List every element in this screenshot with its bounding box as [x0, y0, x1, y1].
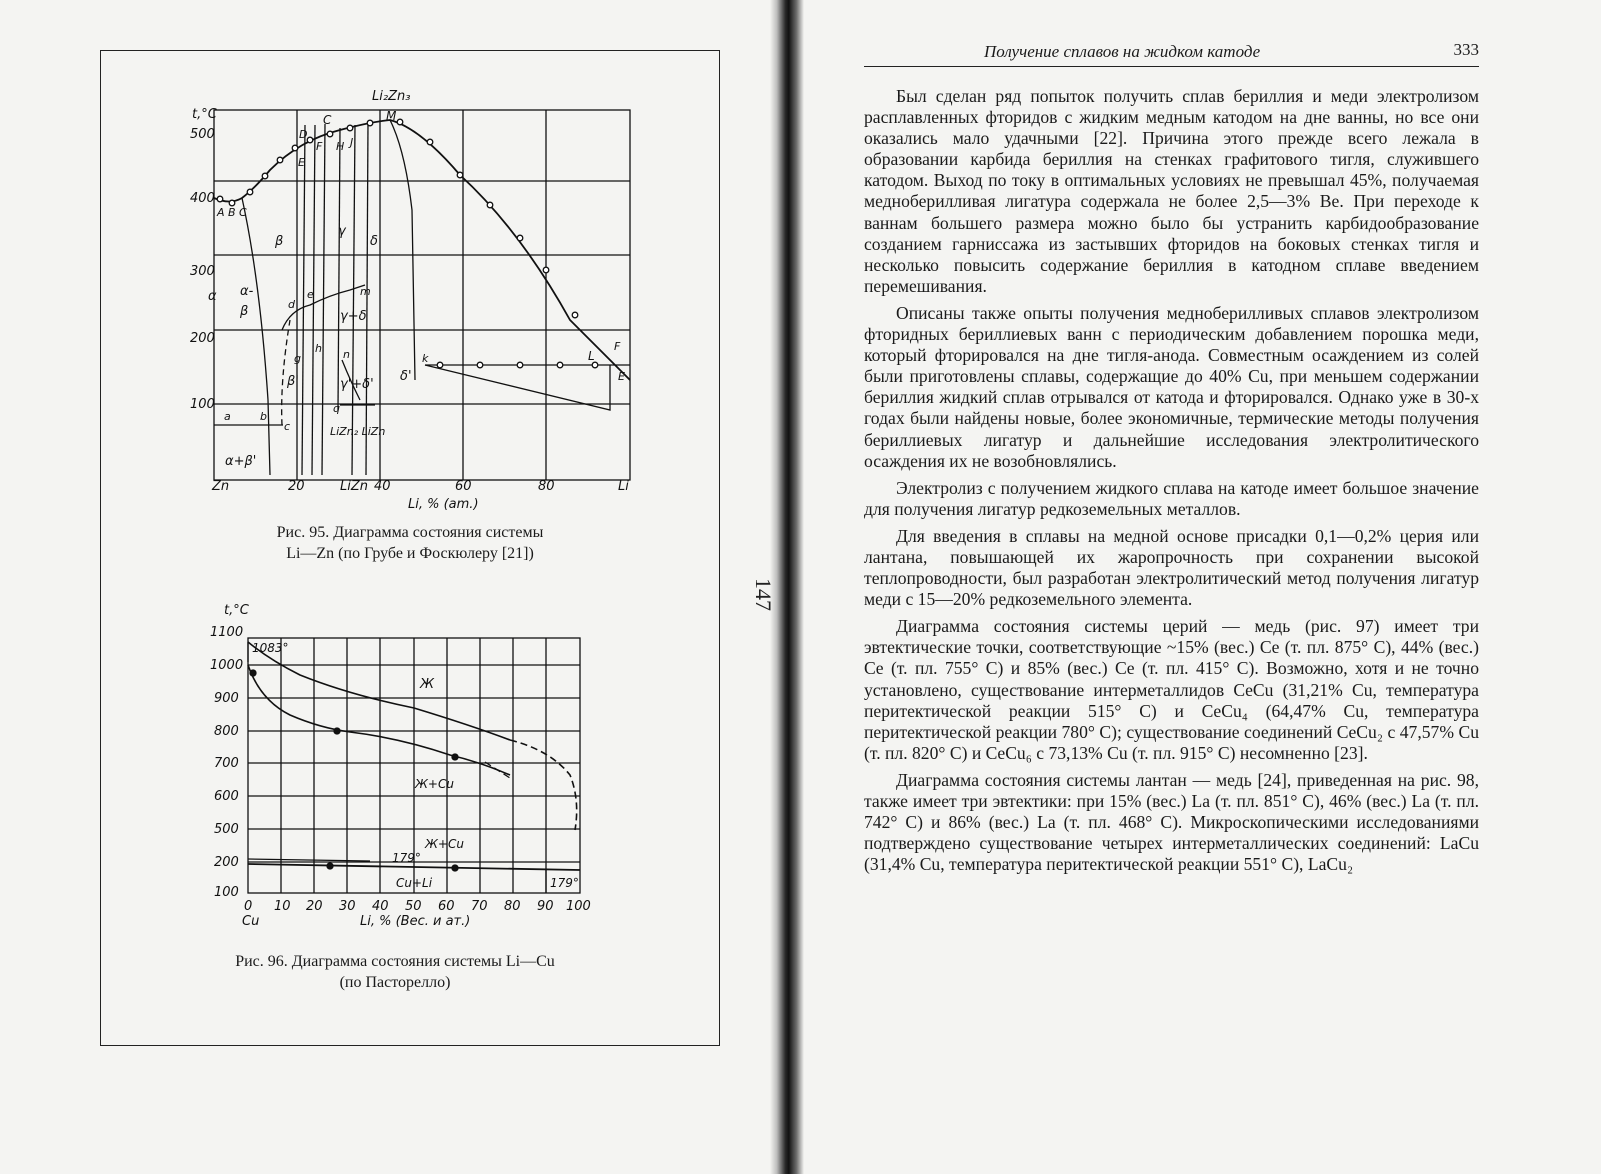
fig95-region-beta: β: [275, 234, 284, 249]
paragraph: Электролиз с получением жидкого сплава на катоде имеет большое значение для получения лигатур редкоземельных металлов.: [864, 477, 1479, 519]
figure-96-caption: [200, 951, 590, 993]
paragraph: Для введения в сплавы на медной основе присадки 0,1—0,2% церия или лантана, повышающей их жаропрочность при сохранении высокой теплопроводности, был разработан электролитический метод получения лигатур меди с 15—20% редкоземельного элемента.: [864, 525, 1479, 610]
fig96-y-tick-1000: 1000: [210, 658, 244, 673]
fig96-x-tick-30: 30: [339, 899, 356, 914]
fig96-x-tick-60: 60: [438, 899, 455, 914]
fig96-y-unit: t,°C: [224, 603, 249, 618]
fig95-region-lizn: LiZn₂ LiZn: [330, 425, 386, 438]
fig96-x-tick-100: 100: [566, 899, 591, 914]
fig95-lc-h: h: [315, 342, 322, 355]
fig96-x-start-label: Cu: [242, 914, 260, 929]
fig96-x-tick-20: 20: [306, 899, 323, 914]
fig95-pt-E: E: [298, 156, 305, 169]
paragraph: Описаны также опыты получения медноберилливых сплавов электролизом фторидных бериллиевых ванн с периодическим добавлением порошка меди, который фторировался на дне тигля-анода. Совместным осаждением из солей были приготовлены сплавы, содержащие до 40% Cu, при меньшем содержании бериллия жидкий сплав отрывался от катода и фторировался. Однако уже в 30-х годах были найдены новые, более экономичные, термические методы получения бериллиевых лигатур и дальнейшие исследования электролитического осаждения их не возобновлялись.: [864, 302, 1479, 471]
fig95-y-tick-100: 100: [190, 397, 215, 412]
fig96-liq-cu-1: Ж+Cu: [415, 777, 454, 791]
left-page: [0, 0, 780, 1174]
fig95-y-tick-200: 200: [190, 331, 215, 346]
fig95-pt-E2: E: [618, 370, 625, 383]
fig95-lc-a: a: [224, 410, 231, 423]
fig95-region-delta-prime: δ': [400, 369, 412, 384]
body-text: [864, 86, 1479, 881]
fig95-region-delta: δ: [370, 234, 378, 249]
fig95-region-alpha: α: [208, 289, 217, 304]
fig95-lc-e: e: [307, 288, 314, 301]
fig95-lc-b: b: [260, 410, 267, 423]
fig96-y-tick-600: 600: [214, 789, 239, 804]
fig96-x-label: Li, % (Вес. и ат.): [360, 914, 471, 929]
fig95-pt-F2: F: [614, 340, 621, 353]
running-header: [864, 42, 1479, 67]
fig95-pt-a: A: [217, 206, 225, 219]
fig95-y-tick-300: 300: [190, 264, 215, 279]
fig96-x-tick-70: 70: [471, 899, 488, 914]
fig96-x-tick-0: 0: [244, 899, 253, 914]
fig95-region-gamma: γ: [338, 224, 346, 239]
fig95-lc-m: m: [360, 285, 371, 298]
fig95-x-tick-zn: Zn: [212, 479, 230, 494]
fig95-x-tick-80: 80: [538, 479, 555, 494]
fig95-caption-line2: Li—Zn (по Грубе и Фоскюлеру [21]): [286, 545, 534, 562]
fig95-top-label: Li₂Zn₃: [372, 89, 411, 104]
fig95-lc-c: c: [284, 420, 291, 433]
fig95-y-tick-400: 400: [190, 191, 215, 206]
fig95-y-unit: t,°C: [192, 107, 217, 122]
fig96-liquid: Ж: [420, 677, 435, 692]
fig95-x-tick-20: 20: [288, 479, 305, 494]
figure-96-diagram: [210, 600, 610, 940]
fig95-x-tick-li: Li: [618, 479, 629, 494]
fig95-x-tick-40: 40: [374, 479, 391, 494]
fig96-t179b: 179°: [550, 876, 579, 890]
fig95-lc-d: d: [288, 298, 295, 311]
fig96-t1083: 1083°: [252, 641, 289, 655]
fig95-x-tick-60: 60: [455, 479, 472, 494]
fig96-y-tick-100: 100: [214, 885, 239, 900]
fig96-caption-line2: (по Пасторелло): [339, 974, 451, 991]
fig96-x-tick-40: 40: [372, 899, 389, 914]
fig95-region-alpha-beta-prime: α+β': [225, 454, 257, 469]
running-title: Получение сплавов на жидком катоде: [984, 42, 1261, 61]
fig96-caption-line1: Рис. 96. Диаграмма состояния системы Li—Cu: [235, 953, 555, 970]
page-number: 333: [1453, 40, 1479, 59]
gutter-page-number: 147: [751, 578, 776, 611]
fig95-pt-b: B: [228, 206, 236, 219]
fig96-x-tick-50: 50: [405, 899, 422, 914]
figure-95-diagram: [190, 80, 650, 520]
paragraph: Диаграмма состояния системы церий — медь (рис. 97) имеет три эвтектические точки, соответствующие ~15% (вес.) Ce (т. пл. 875° C), 44% (вес.) Ce (т. пл. 755° C) и 85% (вес.) Ce (т. пл. 415° C). Возможно, хотя и не точно установлено, существование интерметаллидов CeCu (31,21% Cu, температура перитектической реакции 515° C) и CeCu₄ (64,47% Cu, температура перитектической реакции 780° C); существование соединений CeCu₂ с 47,57% Cu (т. пл. 820° C) и CeCu₆ с 73,13% Cu (т. пл. 915° C) несомненно [23].: [864, 616, 1479, 763]
fig95-lc-q: q: [333, 402, 340, 415]
fig96-x-tick-90: 90: [537, 899, 554, 914]
fig95-pt-D: D: [299, 128, 308, 141]
fig95-y-tick-500: 500: [190, 127, 215, 142]
fig95-caption-line1: Рис. 95. Диаграмма состояния системы: [276, 524, 544, 541]
fig96-x-tick-80: 80: [504, 899, 521, 914]
fig96-liq-cu-2: Ж+Cu: [425, 837, 464, 851]
fig96-y-tick-700: 700: [214, 756, 239, 771]
fig96-x-tick-10: 10: [274, 899, 291, 914]
fig95-region-gamma-delta: γ+δ: [340, 309, 367, 324]
fig96-y-tick-900: 900: [214, 691, 239, 706]
fig95-pt-C: C: [323, 113, 332, 127]
fig95-x-tick-lizn: LiZn: [340, 479, 368, 494]
fig96-t179a: 179°: [392, 851, 421, 865]
fig95-region-alpha-beta-a: α-: [240, 284, 254, 299]
fig96-y-tick-500: 500: [214, 822, 239, 837]
fig95-pt-H: H: [336, 140, 345, 153]
fig96-y-tick-200: 200: [214, 855, 239, 870]
fig95-pt-F: F: [316, 140, 323, 153]
fig95-pt-L: L: [588, 349, 595, 363]
fig96-cu-li: Cu+Li: [396, 876, 433, 890]
fig95-pt-J: J: [350, 136, 354, 149]
fig96-y-tick-1100: 1100: [210, 625, 244, 640]
fig95-region-alpha-beta-b: β: [240, 304, 249, 319]
fig96-y-tick-800: 800: [214, 724, 239, 739]
fig95-lc-k: k: [422, 352, 429, 365]
paragraph: Был сделан ряд попыток получить сплав бериллия и меди электролизом расплавленных фторидов с жидким медным катодом на дне ванны, но все они оказались мало удачными [22]. Причина этого прежде всего лежала в образовании карбида бериллия на стенках графитового тигля, служившего катодом. Выход по току в оптимальных условиях не превышал 45%, получаемая медноберилливая лигатура содержала не более 2,5—3% Be. При переходе к ваннам большего размера можно было бы устранить карбидообразование созданием гарниссажа из застывших фторидов на боковых стенках тигля и несколько повысить содержание бериллия в катодном сплаве введением перемешивания.: [864, 86, 1479, 296]
fig95-pt-c: C: [239, 206, 247, 219]
fig95-region-beta-prime: β': [287, 374, 299, 389]
fig95-lc-n: n: [343, 348, 350, 361]
fig95-pt-M: M: [386, 109, 397, 123]
fig95-x-label: Li, % (am.): [408, 497, 479, 512]
paragraph: Диаграмма состояния системы лантан — медь [24], приведенная на рис. 98, также имеет три эвтектики: при 15% (вес.) La (т. пл. 851° C), 46% (вес.) La (т. пл. 742° C) и 86% (вес.) La (т. пл. 468° C). Микроскопическими исследованиями подтверждено существование четырех интерметаллических соединений: LaCu (31,4% Cu, температура перитектической реакции 551° C), LaCu₂: [864, 769, 1479, 875]
fig95-region-gamma-delta-prime: γ'+δ': [340, 377, 374, 392]
fig95-lc-g: g: [294, 352, 301, 365]
figure-95-caption: [220, 522, 600, 564]
